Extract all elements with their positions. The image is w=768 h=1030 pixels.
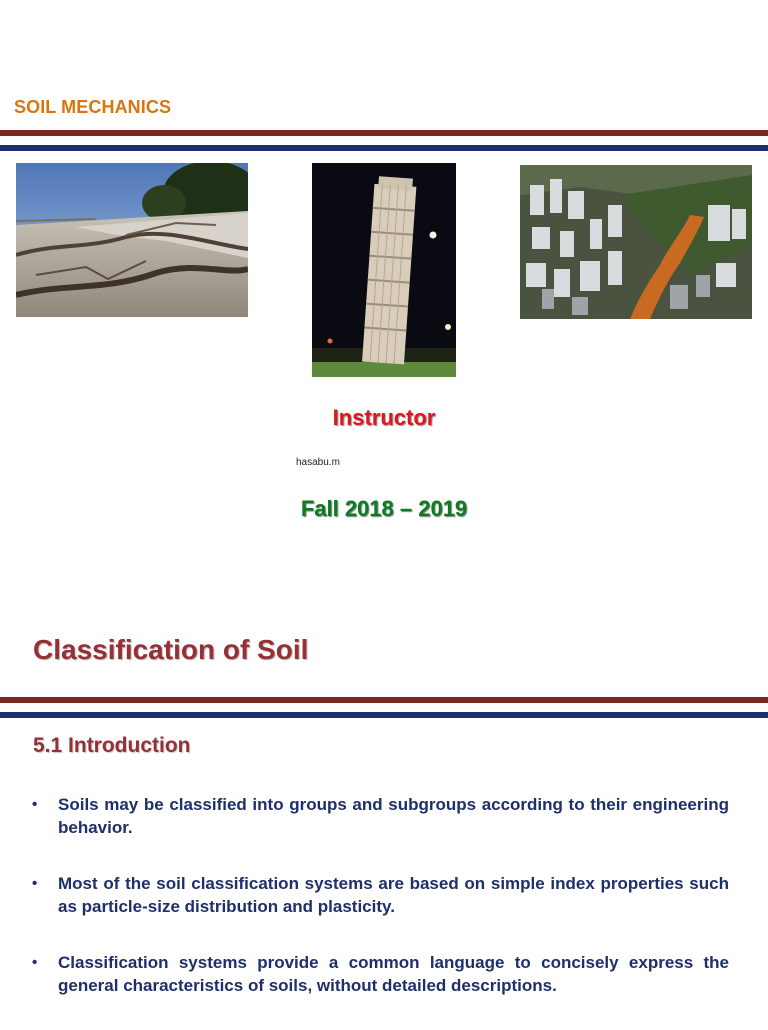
list-item xyxy=(30,951,729,997)
section-heading: 5.1 Introduction xyxy=(33,734,191,757)
title-divider-red xyxy=(0,697,768,703)
leaning-tower-photo xyxy=(312,163,456,377)
bullet-text: Most of the soil classification systems are based on simple index properties such as particle-size distribution and plasticity. xyxy=(58,874,729,916)
header-divider-red xyxy=(0,130,768,136)
header-divider-blue xyxy=(0,145,768,151)
title-divider-blue xyxy=(0,712,768,718)
bullet-dot-icon: • xyxy=(32,954,38,971)
cracked-ground-photo xyxy=(16,163,248,317)
course-title: SOIL MECHANICS xyxy=(14,97,172,117)
bullet-dot-icon: • xyxy=(32,875,38,892)
list-item xyxy=(30,793,729,839)
slide-title: Classification of Soil xyxy=(33,634,309,665)
term-label: Fall 2018 – 2019 xyxy=(300,496,468,521)
content-slide xyxy=(0,560,768,1024)
bullet-text: Soils may be classified into groups and subgroups according to their engineering behavior. xyxy=(58,795,729,837)
instructor-label: Instructor xyxy=(332,405,436,430)
bullet-list xyxy=(30,793,729,1030)
landslide-city-photo xyxy=(520,165,752,319)
bullet-dot-icon: • xyxy=(32,796,38,813)
bullet-text: Classification systems provide a common language to concisely express the general characteristics of soils, without detailed descriptions. xyxy=(58,953,729,995)
author-name: hasabu.m xyxy=(296,457,340,468)
list-item xyxy=(30,872,729,918)
